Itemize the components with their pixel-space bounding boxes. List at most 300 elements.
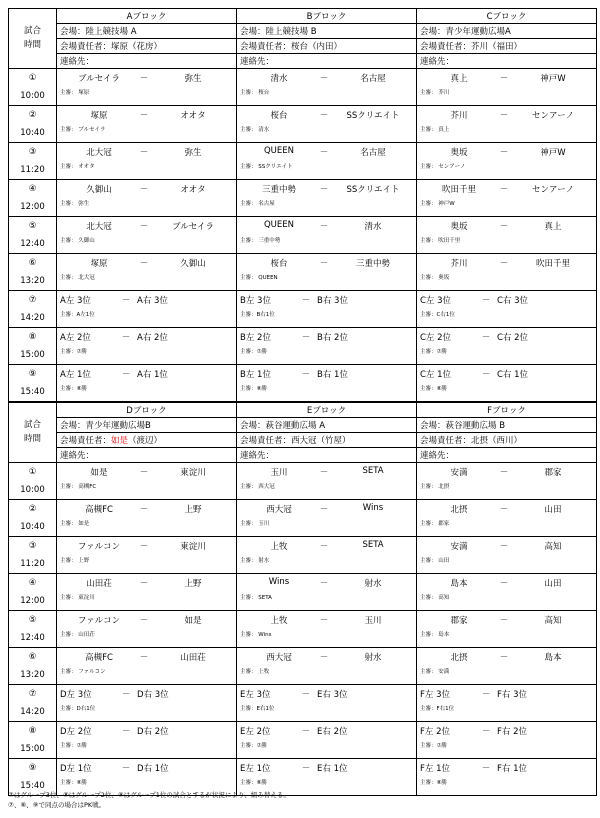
versus-dash: －: [499, 259, 509, 269]
versus-dash: －: [139, 505, 149, 515]
referee: 主審：⑦勝: [60, 743, 87, 749]
match-cell: [417, 365, 597, 402]
referee: 主審： 芥川: [420, 90, 450, 96]
slot-number: ②: [28, 504, 37, 514]
label-time: 時間: [23, 39, 41, 50]
versus-dash: －: [319, 74, 329, 84]
versus-dash: －: [319, 259, 329, 269]
referee: 主審： 島本: [420, 632, 450, 638]
match-row: [9, 217, 597, 254]
versus-dash: －: [139, 185, 149, 195]
team-b: 射水: [364, 579, 382, 589]
match-row: [9, 500, 597, 537]
versus-dash: －: [319, 468, 329, 478]
slot-cell: [9, 500, 57, 537]
referee: 主審： 射水: [240, 558, 270, 564]
versus-dash: －: [301, 727, 311, 737]
versus-dash: －: [301, 296, 311, 306]
slot-cell: [9, 611, 57, 648]
referee: 主審： 玉川: [240, 521, 270, 527]
referee: 主審：⑦勝: [240, 743, 267, 749]
team-a: 如是: [90, 468, 108, 478]
slot-number: ①: [28, 73, 37, 83]
team-a: 上牧: [270, 616, 288, 626]
versus-dash: －: [481, 764, 491, 774]
team-b: 射水: [364, 653, 382, 663]
match-row: [9, 328, 597, 365]
slot-cell: [9, 365, 57, 402]
slot-time: 11:20: [20, 559, 45, 569]
versus-dash: －: [499, 653, 509, 663]
match-cell: [237, 648, 417, 685]
team-a: ブルセイラ: [78, 74, 120, 84]
match-time-label: [9, 403, 57, 463]
match-cell: [57, 291, 237, 328]
referee: 主審：A左1位: [60, 312, 95, 318]
slot-number: ⑤: [28, 221, 37, 231]
team-b: 久御山: [180, 259, 206, 269]
block-header: Cブロック: [417, 9, 597, 24]
slot-number: ⑨: [28, 369, 37, 379]
match-row: [9, 648, 597, 685]
match-row: [9, 180, 597, 217]
team-a: D左 1位: [60, 764, 92, 774]
slot-time: 15:00: [20, 350, 45, 360]
versus-dash: －: [301, 333, 311, 343]
slot-number: ⑥: [28, 652, 37, 662]
versus-dash: －: [139, 148, 149, 158]
referee: 主審： QUEEN: [240, 275, 278, 281]
block-venue: 会場：青少年運動広場B: [57, 418, 237, 433]
match-row: [9, 254, 597, 291]
match-cell: [237, 500, 417, 537]
match-cell: [417, 759, 597, 796]
footnote-2: ⑦、⑧、⑨で同点の場合はPK戦。: [8, 801, 106, 809]
team-b: F右 1位: [497, 764, 527, 774]
slot-number: ④: [28, 184, 37, 194]
match-cell: [417, 685, 597, 722]
versus-dash: －: [499, 468, 509, 478]
team-b: 東淀川: [180, 468, 206, 478]
team-b: B右 2位: [317, 333, 348, 343]
team-b: 弥生: [184, 148, 202, 158]
team-a: B左 3位: [240, 296, 271, 306]
versus-dash: －: [139, 653, 149, 663]
block-header: Fブロック: [417, 403, 597, 418]
team-b: 山田: [544, 579, 562, 589]
match-cell: [237, 143, 417, 180]
team-a: 塚原: [90, 259, 108, 269]
team-a: F左 1位: [420, 764, 450, 774]
team-a: 上牧: [270, 542, 288, 552]
match-cell: [57, 69, 237, 106]
match-cell: [237, 537, 417, 574]
slot-cell: [9, 143, 57, 180]
slot-time: 12:00: [20, 202, 45, 212]
upper-schedule-table: [8, 8, 597, 402]
team-b: 郡家: [544, 468, 562, 478]
match-cell: [417, 143, 597, 180]
team-a: 安満: [450, 468, 468, 478]
team-a: 北摂: [450, 653, 468, 663]
team-b: F右 2位: [497, 727, 527, 737]
team-a: 真上: [450, 74, 468, 84]
team-a: C左 2位: [420, 333, 452, 343]
team-b: 三重中勢: [355, 259, 390, 269]
versus-dash: －: [139, 259, 149, 269]
team-b: D右 2位: [137, 727, 169, 737]
match-cell: [417, 648, 597, 685]
versus-dash: －: [481, 370, 491, 380]
referee: 主審： 桜台: [240, 90, 270, 96]
match-cell: [57, 365, 237, 402]
slot-cell: [9, 69, 57, 106]
team-b: SSクリエイト: [346, 185, 400, 195]
referee: 主審：⑦勝: [420, 349, 447, 355]
footnotes: [8, 790, 290, 810]
block-header: Bブロック: [237, 9, 417, 24]
block-header: Eブロック: [237, 403, 417, 418]
match-time-label: [9, 9, 57, 69]
referee: 主審： 山田: [420, 558, 450, 564]
slot-number: ⑧: [28, 726, 37, 736]
match-cell: [237, 463, 417, 500]
team-a: 塚原: [90, 111, 108, 121]
referee: 主審： 久御山: [60, 238, 95, 244]
match-cell: [417, 180, 597, 217]
versus-dash: －: [481, 727, 491, 737]
team-b: センアーノ: [531, 111, 575, 121]
referee: 主審： 如是: [60, 521, 90, 527]
team-b: 神戸W: [540, 74, 566, 84]
team-a: 桜台: [270, 111, 288, 121]
match-cell: [417, 722, 597, 759]
match-cell: [57, 463, 237, 500]
team-b: 如是: [184, 616, 202, 626]
referee: 主審： 郡家: [420, 521, 450, 527]
block-manager: 会場責任者：北摂（西川）: [417, 433, 597, 448]
referee: 主審： 名古屋: [240, 201, 275, 207]
team-b: C右 3位: [497, 296, 529, 306]
versus-dash: －: [139, 616, 149, 626]
team-b: オオタ: [180, 185, 206, 195]
team-b: 清水: [364, 222, 382, 232]
referee: 主審： SETA: [240, 595, 272, 601]
versus-dash: －: [499, 616, 509, 626]
team-a: 芥川: [450, 259, 468, 269]
match-cell: [57, 106, 237, 143]
match-row: [9, 537, 597, 574]
team-b: センアーノ: [531, 185, 575, 195]
team-a: E左 1位: [240, 764, 271, 774]
team-a: ファルコン: [77, 616, 121, 626]
manager-suffix: （渡辺）: [128, 436, 163, 446]
match-row: [9, 106, 597, 143]
referee: 主審： センアーノ: [420, 164, 466, 170]
team-b: C右 1位: [497, 370, 529, 380]
referee: 主審：⑧勝: [60, 780, 87, 786]
match-cell: [417, 537, 597, 574]
versus-dash: －: [121, 296, 131, 306]
block-contact: 連絡先：: [417, 54, 597, 69]
label-time: 時間: [23, 433, 41, 444]
team-b: SSクリエイト: [346, 111, 400, 121]
slot-cell: [9, 537, 57, 574]
slot-number: ②: [28, 110, 37, 120]
team-a: 奥坂: [450, 148, 468, 158]
referee: 主審：⑧勝: [240, 780, 267, 786]
referee: 主審： Wins: [240, 632, 272, 638]
match-cell: [237, 254, 417, 291]
team-b: 上野: [184, 579, 202, 589]
slot-time: 15:40: [20, 781, 45, 791]
slot-time: 13:20: [20, 276, 45, 286]
versus-dash: －: [499, 185, 509, 195]
team-a: 西大冠: [266, 505, 292, 515]
versus-dash: －: [139, 222, 149, 232]
slot-time: 14:20: [20, 313, 45, 323]
slot-time: 10:40: [20, 128, 45, 138]
team-b: ブルセイラ: [172, 222, 214, 232]
label-match: 試合: [23, 419, 41, 430]
versus-dash: －: [499, 505, 509, 515]
team-b: 山田荘: [180, 653, 206, 663]
versus-dash: －: [139, 579, 149, 589]
versus-dash: －: [499, 579, 509, 589]
referee: 主審： 高槻FC: [60, 484, 97, 490]
team-a: 北摂: [450, 505, 468, 515]
referee: 主審： SSクリエイト: [240, 164, 293, 170]
team-b: 名古屋: [360, 74, 386, 84]
block-manager: 会場責任者：塚原（花房）: [57, 39, 237, 54]
versus-dash: －: [319, 653, 329, 663]
slot-cell: [9, 574, 57, 611]
match-row: [9, 722, 597, 759]
slot-cell: [9, 217, 57, 254]
team-a: 北大冠: [86, 148, 112, 158]
slot-number: ⑦: [28, 295, 37, 305]
versus-dash: －: [139, 74, 149, 84]
block-venue: 会場：青少年運動広場A: [417, 24, 597, 39]
slot-number: ①: [28, 467, 37, 477]
team-a: D左 3位: [60, 690, 92, 700]
match-row: [9, 365, 597, 402]
match-cell: [237, 722, 417, 759]
block-contact: 連絡先：: [57, 448, 237, 463]
team-b: D右 1位: [137, 764, 169, 774]
team-a: E左 2位: [240, 727, 271, 737]
team-a: E左 3位: [240, 690, 271, 700]
block-manager: [57, 433, 237, 448]
match-cell: [237, 365, 417, 402]
team-a: D左 2位: [60, 727, 92, 737]
referee: 主審：⑧勝: [240, 386, 267, 392]
slot-time: 13:20: [20, 670, 45, 680]
team-b: 真上: [544, 222, 562, 232]
versus-dash: －: [121, 764, 131, 774]
team-a: Wins: [268, 577, 290, 587]
match-cell: [237, 611, 417, 648]
slot-number: ③: [28, 541, 37, 551]
block-contact: 連絡先：: [237, 54, 417, 69]
match-cell: [57, 722, 237, 759]
slot-number: ⑦: [28, 689, 37, 699]
referee: 主審： 吹田千里: [420, 238, 461, 244]
slot-cell: [9, 180, 57, 217]
match-row: [9, 685, 597, 722]
referee: 主審： 真上: [420, 127, 450, 133]
match-cell: [237, 685, 417, 722]
match-cell: [57, 254, 237, 291]
team-a: QUEEN: [263, 146, 294, 156]
slot-time: 11:20: [20, 165, 45, 175]
match-cell: [57, 180, 237, 217]
slot-number: ⑤: [28, 615, 37, 625]
team-b: 東淀川: [180, 542, 206, 552]
block-header: Dブロック: [57, 403, 237, 418]
team-b: A右 3位: [137, 296, 168, 306]
team-a: 吹田千里: [441, 185, 476, 195]
match-cell: [237, 180, 417, 217]
versus-dash: －: [481, 296, 491, 306]
referee: 主審： 三重中勢: [240, 238, 281, 244]
referee: 主審： 上野: [60, 558, 90, 564]
block-contact: 連絡先：: [237, 448, 417, 463]
slot-cell: [9, 106, 57, 143]
slot-time: 12:40: [20, 633, 45, 643]
label-match: 試合: [23, 25, 41, 36]
match-cell: [237, 328, 417, 365]
match-cell: [417, 463, 597, 500]
versus-dash: －: [139, 542, 149, 552]
block-manager: 会場責任者：芥川（福田）: [417, 39, 597, 54]
versus-dash: －: [301, 370, 311, 380]
referee: 主審： 東淀川: [60, 595, 95, 601]
match-cell: [57, 500, 237, 537]
team-a: 奥坂: [450, 222, 468, 232]
manager-highlight: 如是: [111, 436, 129, 446]
block-manager: 会場責任者：桜台（内田）: [237, 39, 417, 54]
referee: 主審： 塚原: [60, 90, 90, 96]
manager-prefix: 会場責任者：: [60, 436, 112, 446]
team-a: F左 2位: [420, 727, 450, 737]
match-row: [9, 611, 597, 648]
versus-dash: －: [499, 111, 509, 121]
block-contact: 連絡先：: [57, 54, 237, 69]
block-venue: 会場：陸上競技場 B: [237, 24, 417, 39]
versus-dash: －: [121, 333, 131, 343]
slot-number: ⑨: [28, 763, 37, 773]
slot-cell: [9, 254, 57, 291]
match-cell: [57, 685, 237, 722]
referee: 主審： 弥生: [60, 201, 90, 207]
referee: 主審：⑦勝: [60, 349, 87, 355]
match-row: [9, 574, 597, 611]
team-b: E右 1位: [317, 764, 348, 774]
team-b: C右 2位: [497, 333, 529, 343]
match-cell: [417, 574, 597, 611]
team-a: A左 1位: [60, 370, 91, 380]
team-a: 高槻FC: [85, 505, 113, 515]
team-b: 山田: [544, 505, 562, 515]
match-cell: [57, 217, 237, 254]
team-a: A左 3位: [60, 296, 91, 306]
team-b: 玉川: [364, 616, 382, 626]
lower-schedule-table: [8, 402, 597, 796]
versus-dash: －: [319, 111, 329, 121]
slot-time: 15:00: [20, 744, 45, 754]
slot-time: 10:40: [20, 522, 45, 532]
referee: 主審： ファルコン: [60, 669, 106, 675]
referee: 主審： ブルセイラ: [60, 127, 106, 133]
versus-dash: －: [319, 222, 329, 232]
match-cell: [57, 648, 237, 685]
slot-cell: [9, 648, 57, 685]
versus-dash: －: [319, 148, 329, 158]
match-cell: [237, 106, 417, 143]
match-cell: [417, 611, 597, 648]
match-row: [9, 463, 597, 500]
team-a: A左 2位: [60, 333, 91, 343]
versus-dash: －: [319, 542, 329, 552]
slot-time: 14:20: [20, 707, 45, 717]
versus-dash: －: [319, 185, 329, 195]
referee: 主審：⑦勝: [240, 349, 267, 355]
versus-dash: －: [301, 764, 311, 774]
slot-number: ⑥: [28, 258, 37, 268]
team-b: E右 3位: [317, 690, 348, 700]
team-b: 吹田千里: [535, 259, 570, 269]
team-b: B右 3位: [317, 296, 348, 306]
versus-dash: －: [139, 468, 149, 478]
versus-dash: －: [499, 542, 509, 552]
team-a: QUEEN: [263, 220, 294, 230]
slot-number: ③: [28, 147, 37, 157]
match-cell: [57, 611, 237, 648]
block-contact: 連絡先：: [417, 448, 597, 463]
referee: 主審： 奥坂: [420, 275, 450, 281]
slot-time: 10:00: [20, 485, 45, 495]
match-cell: [417, 106, 597, 143]
match-row: [9, 69, 597, 106]
referee: 主審：⑧勝: [420, 780, 447, 786]
referee: 主審：⑦勝: [420, 743, 447, 749]
match-row: [9, 143, 597, 180]
referee: 主審：⑧勝: [60, 386, 87, 392]
slot-number: ④: [28, 578, 37, 588]
match-cell: [57, 143, 237, 180]
match-cell: [417, 254, 597, 291]
referee: 主審：F右1位: [420, 706, 455, 712]
versus-dash: －: [481, 690, 491, 700]
match-cell: [57, 574, 237, 611]
slot-cell: [9, 463, 57, 500]
team-a: 桜台: [270, 259, 288, 269]
team-a: 西大冠: [266, 653, 292, 663]
versus-dash: －: [121, 727, 131, 737]
referee: 主審：B右1位: [240, 312, 275, 318]
match-row: [9, 291, 597, 328]
team-a: 郡家: [450, 616, 468, 626]
team-a: 芥川: [450, 111, 468, 121]
match-cell: [417, 328, 597, 365]
block-venue: 会場：萩谷運動広場 B: [417, 418, 597, 433]
match-cell: [237, 69, 417, 106]
team-b: オオタ: [180, 111, 206, 121]
slot-time: 12:40: [20, 239, 45, 249]
team-a: 高槻FC: [85, 653, 113, 663]
referee: 主審： オオタ: [60, 164, 95, 170]
